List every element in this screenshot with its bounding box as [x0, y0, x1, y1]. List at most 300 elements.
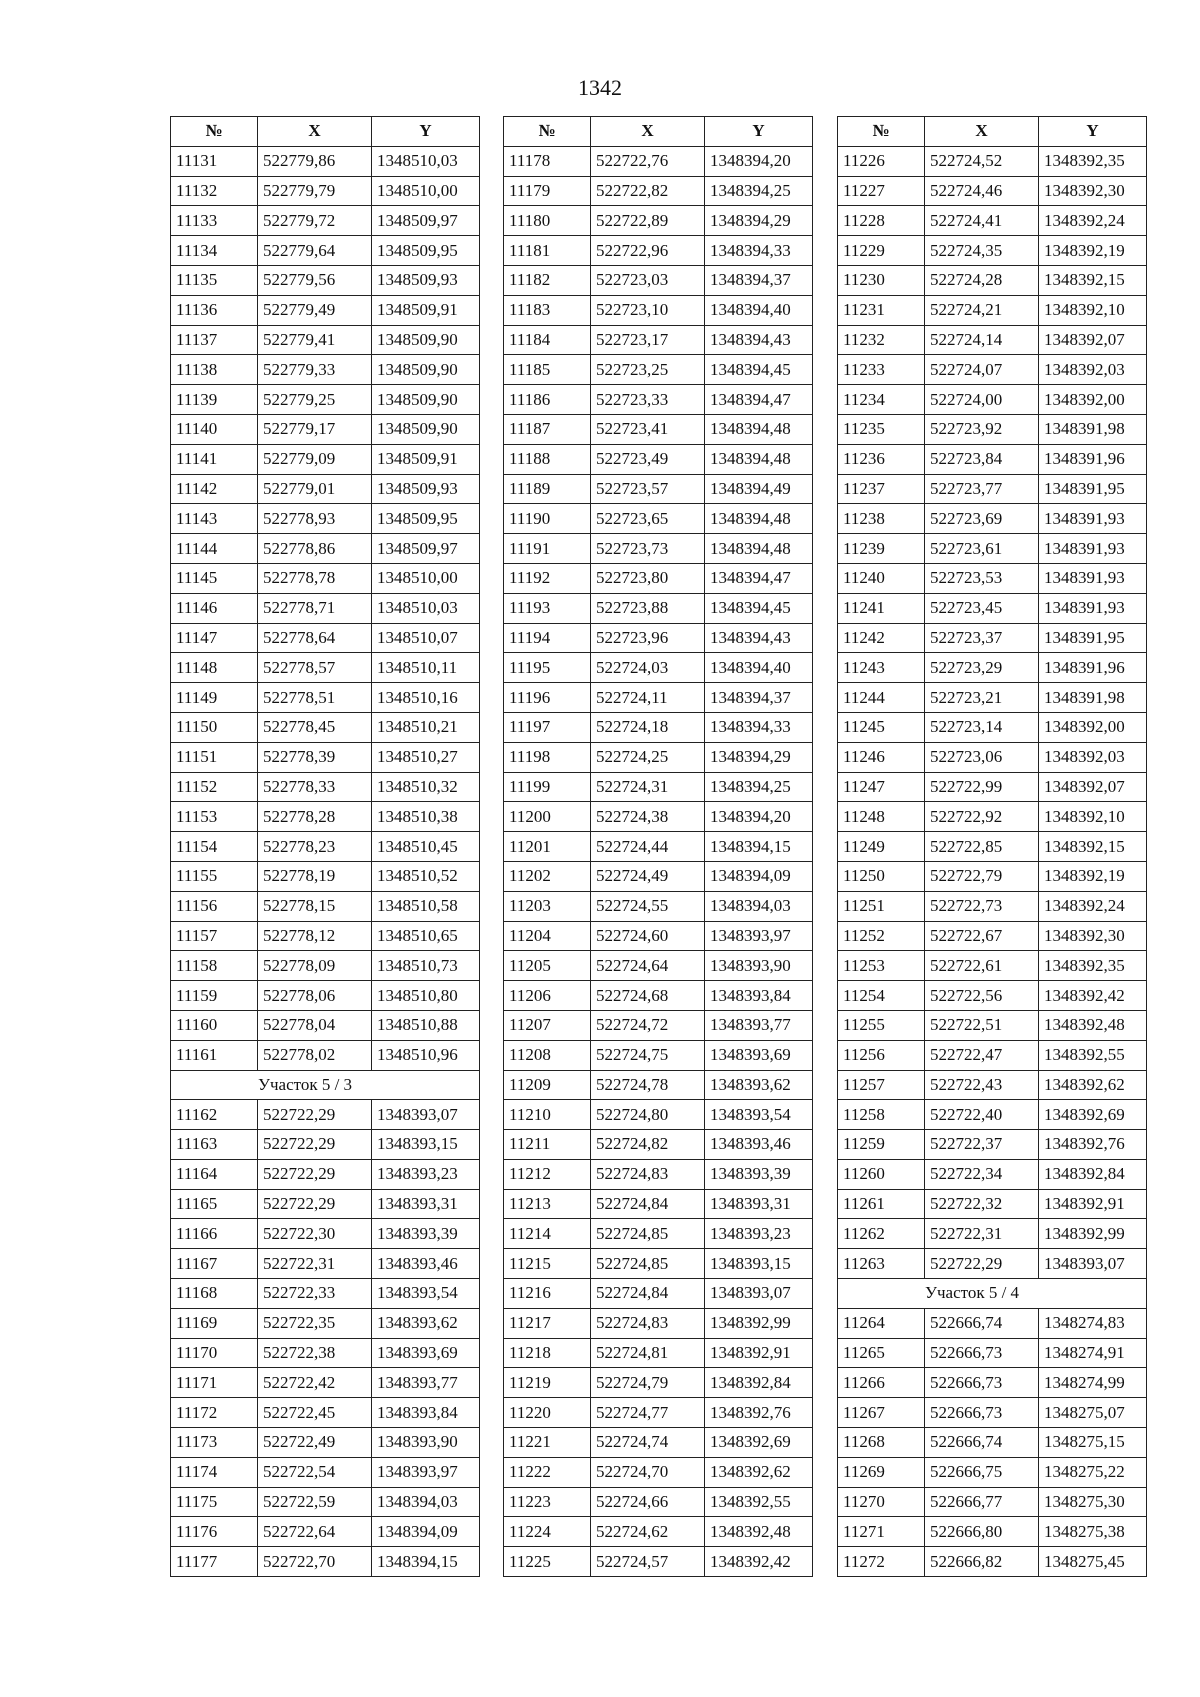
point-number-cell: 11267	[838, 1398, 925, 1428]
y-coordinate-cell: 1348392,07	[1039, 325, 1147, 355]
y-coordinate-cell: 1348394,25	[705, 772, 813, 802]
point-number-cell: 11253	[838, 951, 925, 981]
x-coordinate-cell: 522723,37	[925, 623, 1039, 653]
x-coordinate-cell: 522779,49	[258, 295, 372, 325]
y-coordinate-cell: 1348510,45	[372, 832, 480, 862]
table-row	[838, 176, 1147, 206]
table-row	[171, 832, 480, 862]
point-number-cell: 11186	[504, 385, 591, 415]
x-coordinate-cell: 522723,92	[925, 414, 1039, 444]
y-coordinate-cell: 1348392,30	[1039, 176, 1147, 206]
table-row	[838, 1070, 1147, 1100]
point-number-cell: 11201	[504, 832, 591, 862]
point-number-cell: 11173	[171, 1428, 258, 1458]
y-coordinate-cell: 1348393,69	[705, 1040, 813, 1070]
point-number-cell: 11195	[504, 653, 591, 683]
table-row	[504, 444, 813, 474]
point-number-cell: 11142	[171, 474, 258, 504]
y-coordinate-cell: 1348392,76	[1039, 1130, 1147, 1160]
table-row	[171, 1279, 480, 1309]
x-coordinate-cell: 522779,64	[258, 236, 372, 266]
y-coordinate-cell: 1348510,38	[372, 802, 480, 832]
point-number-cell: 11220	[504, 1398, 591, 1428]
header-row	[504, 117, 813, 147]
x-coordinate-cell: 522724,84	[591, 1189, 705, 1219]
table-row	[171, 1010, 480, 1040]
y-coordinate-cell: 1348275,30	[1039, 1487, 1147, 1517]
y-coordinate-cell: 1348274,83	[1039, 1308, 1147, 1338]
y-coordinate-cell: 1348393,39	[705, 1159, 813, 1189]
x-coordinate-cell: 522722,29	[258, 1159, 372, 1189]
table-row	[838, 1338, 1147, 1368]
y-coordinate-cell: 1348275,45	[1039, 1547, 1147, 1577]
x-coordinate-cell: 522778,04	[258, 1010, 372, 1040]
y-coordinate-cell: 1348394,15	[372, 1547, 480, 1577]
x-coordinate-cell: 522779,17	[258, 414, 372, 444]
table-row	[171, 981, 480, 1011]
table-row	[838, 1189, 1147, 1219]
y-coordinate-cell: 1348392,03	[1039, 742, 1147, 772]
point-number-cell: 11159	[171, 981, 258, 1011]
x-coordinate-cell: 522724,21	[925, 295, 1039, 325]
x-coordinate-cell: 522724,03	[591, 653, 705, 683]
x-coordinate-cell: 522666,73	[925, 1398, 1039, 1428]
y-coordinate-cell: 1348509,91	[372, 444, 480, 474]
x-coordinate-cell: 522722,34	[925, 1159, 1039, 1189]
x-coordinate-cell: 522778,86	[258, 534, 372, 564]
table-row	[171, 1249, 480, 1279]
point-number-cell: 11181	[504, 236, 591, 266]
y-coordinate-cell: 1348392,55	[705, 1487, 813, 1517]
table-row	[171, 206, 480, 236]
y-coordinate-cell: 1348392,91	[705, 1338, 813, 1368]
x-coordinate-cell: 522666,73	[925, 1338, 1039, 1368]
x-coordinate-cell: 522722,67	[925, 921, 1039, 951]
y-coordinate-cell: 1348510,58	[372, 891, 480, 921]
y-coordinate-cell: 1348392,69	[705, 1428, 813, 1458]
table-row	[838, 802, 1147, 832]
y-coordinate-cell: 1348394,25	[705, 176, 813, 206]
table-row	[171, 1547, 480, 1577]
y-coordinate-cell: 1348394,48	[705, 414, 813, 444]
table-row	[504, 1010, 813, 1040]
point-number-cell: 11228	[838, 206, 925, 236]
point-number-cell: 11197	[504, 712, 591, 742]
table-row	[838, 504, 1147, 534]
table-row	[838, 1308, 1147, 1338]
x-coordinate-cell: 522724,35	[925, 236, 1039, 266]
table-row	[171, 1219, 480, 1249]
x-coordinate-cell: 522722,49	[258, 1428, 372, 1458]
point-number-cell: 11268	[838, 1428, 925, 1458]
y-coordinate-cell: 1348510,07	[372, 623, 480, 653]
table-row	[504, 236, 813, 266]
point-number-cell: 11254	[838, 981, 925, 1011]
y-coordinate-cell: 1348391,93	[1039, 504, 1147, 534]
point-number-cell: 11180	[504, 206, 591, 236]
y-coordinate-cell: 1348392,62	[705, 1457, 813, 1487]
y-coordinate-cell: 1348394,15	[705, 832, 813, 862]
x-coordinate-cell: 522722,85	[925, 832, 1039, 862]
y-coordinate-cell: 1348394,33	[705, 712, 813, 742]
table-row	[838, 1398, 1147, 1428]
point-number-cell: 11170	[171, 1338, 258, 1368]
point-number-cell: 11179	[504, 176, 591, 206]
x-header: X	[258, 117, 372, 147]
point-number-cell: 11171	[171, 1368, 258, 1398]
x-coordinate-cell: 522724,82	[591, 1130, 705, 1160]
x-coordinate-cell: 522722,82	[591, 176, 705, 206]
x-coordinate-cell: 522723,77	[925, 474, 1039, 504]
x-coordinate-cell: 522722,31	[258, 1249, 372, 1279]
table-row	[171, 295, 480, 325]
table-row	[838, 861, 1147, 891]
point-number-cell: 11154	[171, 832, 258, 862]
y-coordinate-cell: 1348392,19	[1039, 861, 1147, 891]
y-coordinate-cell: 1348394,48	[705, 444, 813, 474]
point-number-cell: 11150	[171, 712, 258, 742]
x-coordinate-cell: 522779,86	[258, 146, 372, 176]
table-row	[171, 1457, 480, 1487]
table-row	[838, 1457, 1147, 1487]
table-row	[504, 1308, 813, 1338]
x-header: X	[925, 117, 1039, 147]
section-label-text: Участок 5 / 3	[257, 1074, 353, 1094]
y-coordinate-cell: 1348509,90	[372, 385, 480, 415]
x-coordinate-cell: 522779,79	[258, 176, 372, 206]
table-row	[171, 1159, 480, 1189]
y-coordinate-cell: 1348394,47	[705, 563, 813, 593]
table-row	[838, 623, 1147, 653]
table-row	[838, 206, 1147, 236]
x-coordinate-cell: 522722,32	[925, 1189, 1039, 1219]
table-row	[504, 742, 813, 772]
y-coordinate-cell: 1348510,00	[372, 563, 480, 593]
y-coordinate-cell: 1348391,95	[1039, 474, 1147, 504]
x-coordinate-cell: 522778,78	[258, 563, 372, 593]
table-row	[171, 1487, 480, 1517]
table-row	[838, 712, 1147, 742]
y-coordinate-cell: 1348394,45	[705, 593, 813, 623]
table-row	[838, 1219, 1147, 1249]
y-coordinate-cell: 1348393,84	[372, 1398, 480, 1428]
point-number-cell: 11271	[838, 1517, 925, 1547]
point-number-cell: 11133	[171, 206, 258, 236]
point-number-cell: 11175	[171, 1487, 258, 1517]
table-row	[504, 176, 813, 206]
y-coordinate-cell: 1348393,54	[705, 1100, 813, 1130]
table-row	[838, 951, 1147, 981]
x-coordinate-cell: 522722,29	[258, 1130, 372, 1160]
x-coordinate-cell: 522722,96	[591, 236, 705, 266]
x-coordinate-cell: 522778,19	[258, 861, 372, 891]
x-coordinate-cell: 522779,56	[258, 265, 372, 295]
point-number-cell: 11229	[838, 236, 925, 266]
point-number-cell: 11236	[838, 444, 925, 474]
x-coordinate-cell: 522779,41	[258, 325, 372, 355]
table-row	[504, 1130, 813, 1160]
table-row	[838, 653, 1147, 683]
y-coordinate-cell: 1348392,03	[1039, 355, 1147, 385]
table-row	[171, 474, 480, 504]
x-coordinate-cell: 522723,96	[591, 623, 705, 653]
header-row	[838, 117, 1147, 147]
y-header: Y	[705, 117, 813, 147]
y-coordinate-cell: 1348393,46	[705, 1130, 813, 1160]
point-number-cell: 11240	[838, 563, 925, 593]
y-coordinate-cell: 1348394,43	[705, 623, 813, 653]
point-number-cell: 11225	[504, 1547, 591, 1577]
point-number-cell: 11242	[838, 623, 925, 653]
y-coordinate-cell: 1348392,15	[1039, 832, 1147, 862]
table-row	[838, 593, 1147, 623]
x-coordinate-cell: 522723,57	[591, 474, 705, 504]
point-number-cell: 11227	[838, 176, 925, 206]
table-row	[504, 832, 813, 862]
y-coordinate-cell: 1348509,93	[372, 265, 480, 295]
table-row	[171, 891, 480, 921]
y-coordinate-cell: 1348393,15	[372, 1130, 480, 1160]
x-coordinate-cell: 522724,64	[591, 951, 705, 981]
x-coordinate-cell: 522723,14	[925, 712, 1039, 742]
table-row	[504, 474, 813, 504]
x-coordinate-cell: 522722,37	[925, 1130, 1039, 1160]
x-coordinate-cell: 522722,89	[591, 206, 705, 236]
table-row	[504, 772, 813, 802]
y-coordinate-cell: 1348391,96	[1039, 653, 1147, 683]
table-row	[838, 1517, 1147, 1547]
x-coordinate-cell: 522722,47	[925, 1040, 1039, 1070]
x-coordinate-cell: 522722,92	[925, 802, 1039, 832]
x-coordinate-cell: 522723,65	[591, 504, 705, 534]
y-coordinate-cell: 1348509,90	[372, 414, 480, 444]
y-coordinate-cell: 1348274,91	[1039, 1338, 1147, 1368]
x-coordinate-cell: 522722,51	[925, 1010, 1039, 1040]
point-number-cell: 11155	[171, 861, 258, 891]
x-coordinate-cell: 522723,10	[591, 295, 705, 325]
y-coordinate-cell: 1348394,40	[705, 295, 813, 325]
table-row	[504, 1487, 813, 1517]
point-number-cell: 11214	[504, 1219, 591, 1249]
x-coordinate-cell: 522779,09	[258, 444, 372, 474]
table-row	[504, 1428, 813, 1458]
x-coordinate-cell: 522724,57	[591, 1547, 705, 1577]
x-coordinate-cell: 522778,51	[258, 683, 372, 713]
x-coordinate-cell: 522666,80	[925, 1517, 1039, 1547]
table-row	[838, 295, 1147, 325]
point-number-cell: 11263	[838, 1249, 925, 1279]
table-row	[504, 414, 813, 444]
table-row	[171, 712, 480, 742]
table-row	[504, 712, 813, 742]
point-number-cell: 11205	[504, 951, 591, 981]
y-coordinate-cell: 1348393,90	[705, 951, 813, 981]
y-coordinate-cell: 1348392,84	[1039, 1159, 1147, 1189]
point-number-cell: 11192	[504, 563, 591, 593]
table-row	[838, 474, 1147, 504]
point-number-cell: 11164	[171, 1159, 258, 1189]
point-number-cell: 11255	[838, 1010, 925, 1040]
section-label-text: Участок 5 / 4	[924, 1283, 1020, 1303]
y-coordinate-cell: 1348510,88	[372, 1010, 480, 1040]
table-row	[171, 1130, 480, 1160]
x-coordinate-cell: 522778,93	[258, 504, 372, 534]
x-coordinate-cell: 522722,38	[258, 1338, 372, 1368]
y-coordinate-cell: 1348394,40	[705, 653, 813, 683]
table-row	[504, 921, 813, 951]
x-coordinate-cell: 522722,54	[258, 1457, 372, 1487]
point-number-cell: 11262	[838, 1219, 925, 1249]
point-number-cell: 11196	[504, 683, 591, 713]
table-row	[838, 1100, 1147, 1130]
table-row	[171, 355, 480, 385]
table-row	[171, 176, 480, 206]
y-coordinate-cell: 1348393,31	[705, 1189, 813, 1219]
x-coordinate-cell: 522722,29	[258, 1189, 372, 1219]
table-row	[504, 891, 813, 921]
point-number-cell: 11145	[171, 563, 258, 593]
y-coordinate-cell: 1348509,91	[372, 295, 480, 325]
table-row	[171, 1100, 480, 1130]
point-number-cell: 11249	[838, 832, 925, 862]
x-coordinate-cell: 522778,71	[258, 593, 372, 623]
table-row	[504, 1100, 813, 1130]
point-number-cell: 11264	[838, 1308, 925, 1338]
y-coordinate-cell: 1348393,54	[372, 1279, 480, 1309]
x-coordinate-cell: 522723,29	[925, 653, 1039, 683]
x-coordinate-cell: 522723,21	[925, 683, 1039, 713]
y-coordinate-cell: 1348510,21	[372, 712, 480, 742]
point-number-cell: 11257	[838, 1070, 925, 1100]
x-coordinate-cell: 522778,64	[258, 623, 372, 653]
point-number-cell: 11258	[838, 1100, 925, 1130]
x-coordinate-cell: 522666,74	[925, 1308, 1039, 1338]
x-header: X	[591, 117, 705, 147]
y-coordinate-cell: 1348394,20	[705, 802, 813, 832]
x-coordinate-cell: 522778,02	[258, 1040, 372, 1070]
y-coordinate-cell: 1348391,96	[1039, 444, 1147, 474]
y-coordinate-cell: 1348393,62	[705, 1070, 813, 1100]
table-row	[504, 861, 813, 891]
table-row	[504, 206, 813, 236]
point-number-cell: 11237	[838, 474, 925, 504]
y-coordinate-cell: 1348394,48	[705, 504, 813, 534]
x-coordinate-cell: 522778,09	[258, 951, 372, 981]
x-coordinate-cell: 522722,45	[258, 1398, 372, 1428]
point-number-cell: 11165	[171, 1189, 258, 1219]
x-coordinate-cell: 522723,69	[925, 504, 1039, 534]
table-row	[504, 1219, 813, 1249]
x-coordinate-cell: 522724,83	[591, 1308, 705, 1338]
table-row	[171, 1189, 480, 1219]
table-row	[171, 1398, 480, 1428]
header-row	[171, 117, 480, 147]
x-coordinate-cell: 522778,33	[258, 772, 372, 802]
y-coordinate-cell: 1348394,49	[705, 474, 813, 504]
table-row	[171, 593, 480, 623]
table-row	[171, 146, 480, 176]
point-number-cell: 11174	[171, 1457, 258, 1487]
x-coordinate-cell: 522779,01	[258, 474, 372, 504]
point-number-cell: 11169	[171, 1308, 258, 1338]
table-row	[504, 951, 813, 981]
point-number-cell: 11190	[504, 504, 591, 534]
x-coordinate-cell: 522724,49	[591, 861, 705, 891]
point-number-cell: 11184	[504, 325, 591, 355]
y-coordinate-cell: 1348509,90	[372, 355, 480, 385]
point-number-cell: 11259	[838, 1130, 925, 1160]
y-coordinate-cell: 1348275,22	[1039, 1457, 1147, 1487]
point-number-cell: 11244	[838, 683, 925, 713]
x-coordinate-cell: 522723,61	[925, 534, 1039, 564]
table-row	[838, 385, 1147, 415]
table-row	[171, 385, 480, 415]
x-coordinate-cell: 522723,49	[591, 444, 705, 474]
y-coordinate-cell: 1348394,33	[705, 236, 813, 266]
x-coordinate-cell: 522724,41	[925, 206, 1039, 236]
table-row	[171, 325, 480, 355]
table-row	[171, 1308, 480, 1338]
coordinate-table-3	[837, 116, 1147, 1577]
point-number-cell: 11152	[171, 772, 258, 802]
point-number-cell: 11138	[171, 355, 258, 385]
coordinate-table-2	[503, 116, 813, 1577]
table-row	[504, 1398, 813, 1428]
table-row	[171, 1338, 480, 1368]
point-number-cell: 11141	[171, 444, 258, 474]
y-header: Y	[372, 117, 480, 147]
y-coordinate-cell: 1348394,09	[705, 861, 813, 891]
y-coordinate-cell: 1348393,77	[705, 1010, 813, 1040]
x-coordinate-cell: 522666,77	[925, 1487, 1039, 1517]
x-coordinate-cell: 522724,18	[591, 712, 705, 742]
table-row	[838, 146, 1147, 176]
table-row	[171, 861, 480, 891]
x-coordinate-cell: 522722,33	[258, 1279, 372, 1309]
x-coordinate-cell: 522723,53	[925, 563, 1039, 593]
y-coordinate-cell: 1348510,11	[372, 653, 480, 683]
table-row	[838, 1547, 1147, 1577]
x-coordinate-cell: 522722,64	[258, 1517, 372, 1547]
y-coordinate-cell: 1348393,07	[705, 1279, 813, 1309]
point-number-cell: 11172	[171, 1398, 258, 1428]
point-number-cell: 11135	[171, 265, 258, 295]
point-number-cell: 11153	[171, 802, 258, 832]
x-coordinate-cell: 522723,17	[591, 325, 705, 355]
x-coordinate-cell: 522724,31	[591, 772, 705, 802]
point-number-cell: 11194	[504, 623, 591, 653]
y-coordinate-cell: 1348392,35	[1039, 951, 1147, 981]
table-row	[838, 444, 1147, 474]
point-number-cell: 11139	[171, 385, 258, 415]
table-row	[504, 385, 813, 415]
number-header: №	[171, 117, 258, 147]
point-number-cell: 11215	[504, 1249, 591, 1279]
x-coordinate-cell: 522723,80	[591, 563, 705, 593]
x-coordinate-cell: 522724,52	[925, 146, 1039, 176]
x-coordinate-cell: 522722,30	[258, 1219, 372, 1249]
y-coordinate-cell: 1348394,43	[705, 325, 813, 355]
point-number-cell: 11157	[171, 921, 258, 951]
section-label	[838, 1279, 1147, 1309]
y-coordinate-cell: 1348392,35	[1039, 146, 1147, 176]
y-coordinate-cell: 1348393,07	[372, 1100, 480, 1130]
x-coordinate-cell: 522779,33	[258, 355, 372, 385]
x-coordinate-cell: 522724,55	[591, 891, 705, 921]
y-coordinate-cell: 1348510,03	[372, 593, 480, 623]
x-coordinate-cell: 522724,11	[591, 683, 705, 713]
y-coordinate-cell: 1348393,46	[372, 1249, 480, 1279]
